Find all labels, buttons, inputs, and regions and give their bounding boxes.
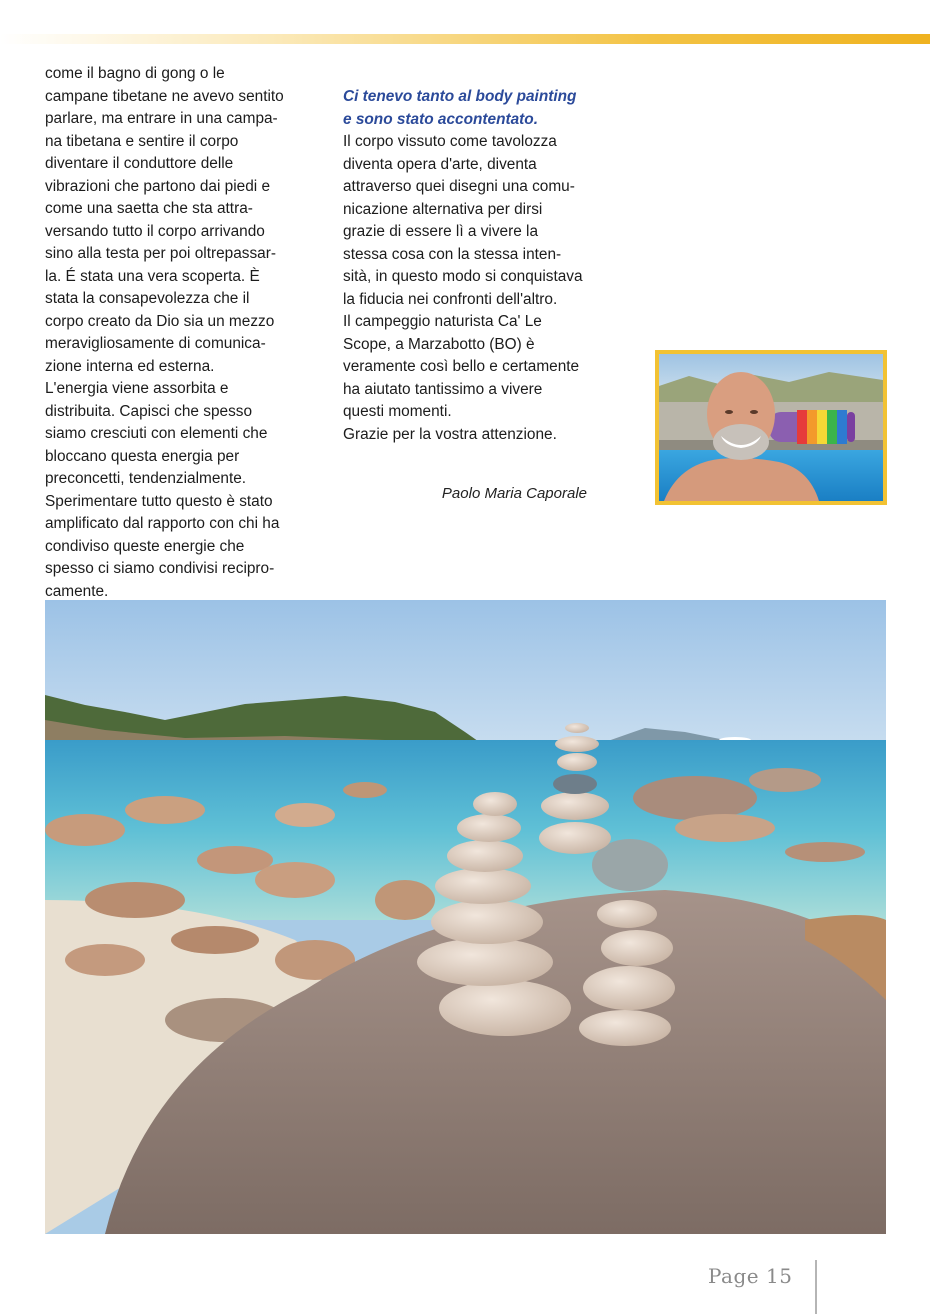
text-line: la fiducia nei confronti dell'altro. (343, 290, 558, 308)
text-line: Scope, a Marzabotto (BO) è (343, 335, 535, 353)
text-line: siamo cresciuti con elementi che (45, 425, 268, 442)
text-line: bloccano questa energia per (45, 447, 240, 465)
author-portrait-photo (655, 350, 887, 505)
header-gradient-rule (0, 34, 930, 44)
text-line: diventa opera d'arte, diventa (343, 155, 537, 173)
text-line: nicazione alternativa per dirsi (343, 200, 543, 218)
page-number-divider (815, 1260, 817, 1314)
text-line: attraverso quei disegni una comu- (343, 178, 575, 195)
middle-text-column (343, 86, 593, 446)
text-line: corpo creato da Dio sia un mezzo (45, 312, 275, 330)
text-line: zione interna ed esterna. (45, 357, 215, 375)
text-line: diventare il conduttore delle (45, 155, 234, 172)
text-line: sino alla testa per poi oltrepassar- (45, 245, 276, 262)
text-line: sità, in questo modo si conquistava (343, 268, 583, 285)
text-line: la. É stata una vera scoperta. È (45, 267, 260, 285)
text-line: Il campeggio naturista Ca' Le (343, 313, 542, 330)
left-text-column (45, 63, 300, 603)
text-line: come il bagno di gong o le (45, 65, 225, 82)
author-signature: Paolo Maria Caporale (441, 485, 587, 502)
text-line: campane tibetane ne avevo sentito (45, 87, 284, 105)
beach-image (45, 600, 886, 1234)
text-line: Sperimentare tutto questo è stato (45, 492, 273, 510)
beach-stone-stacks-photo (45, 600, 886, 1234)
text-line: preconcetti, tendenzialmente. (45, 470, 247, 487)
section-heading-line: e sono stato accontentato. (343, 110, 538, 128)
page-number: Page 15 (708, 1264, 793, 1288)
text-line: meravigliosamente di comunica- (45, 335, 266, 352)
text-line: ha aiutato tantissimo a vivere (343, 380, 543, 398)
portrait-image (659, 354, 883, 501)
text-line: Grazie per la vostra attenzione. (343, 425, 557, 443)
section-heading-line: Ci tenevo tanto al body painting (343, 88, 577, 105)
text-line: amplificato dal rapporto con chi ha (45, 515, 280, 532)
text-line: camente. (45, 582, 109, 600)
text-line: spesso ci siamo condivisi recipro- (45, 560, 275, 577)
text-line: grazie di essere lì a vivere la (343, 223, 539, 240)
text-line: stata la consapevolezza che il (45, 290, 250, 307)
text-line: condiviso queste energie che (45, 537, 245, 555)
text-line: na tibetana e sentire il corpo (45, 132, 239, 150)
text-line: stessa cosa con la stessa inten- (343, 245, 562, 263)
text-line: come una saetta che sta attra- (45, 200, 253, 217)
text-line: vibrazioni che partono dai piedi e (45, 177, 271, 195)
text-line: Il corpo vissuto come tavolozza (343, 133, 557, 150)
text-line: veramente così bello e certamente (343, 358, 580, 375)
text-line: L'energia viene assorbita e (45, 380, 229, 397)
text-line: questi momenti. (343, 403, 452, 420)
text-line: distribuita. Capisci che spesso (45, 402, 253, 420)
text-line: parlare, ma entrare in una campa- (45, 110, 278, 127)
text-line: versando tutto il corpo arrivando (45, 222, 265, 240)
